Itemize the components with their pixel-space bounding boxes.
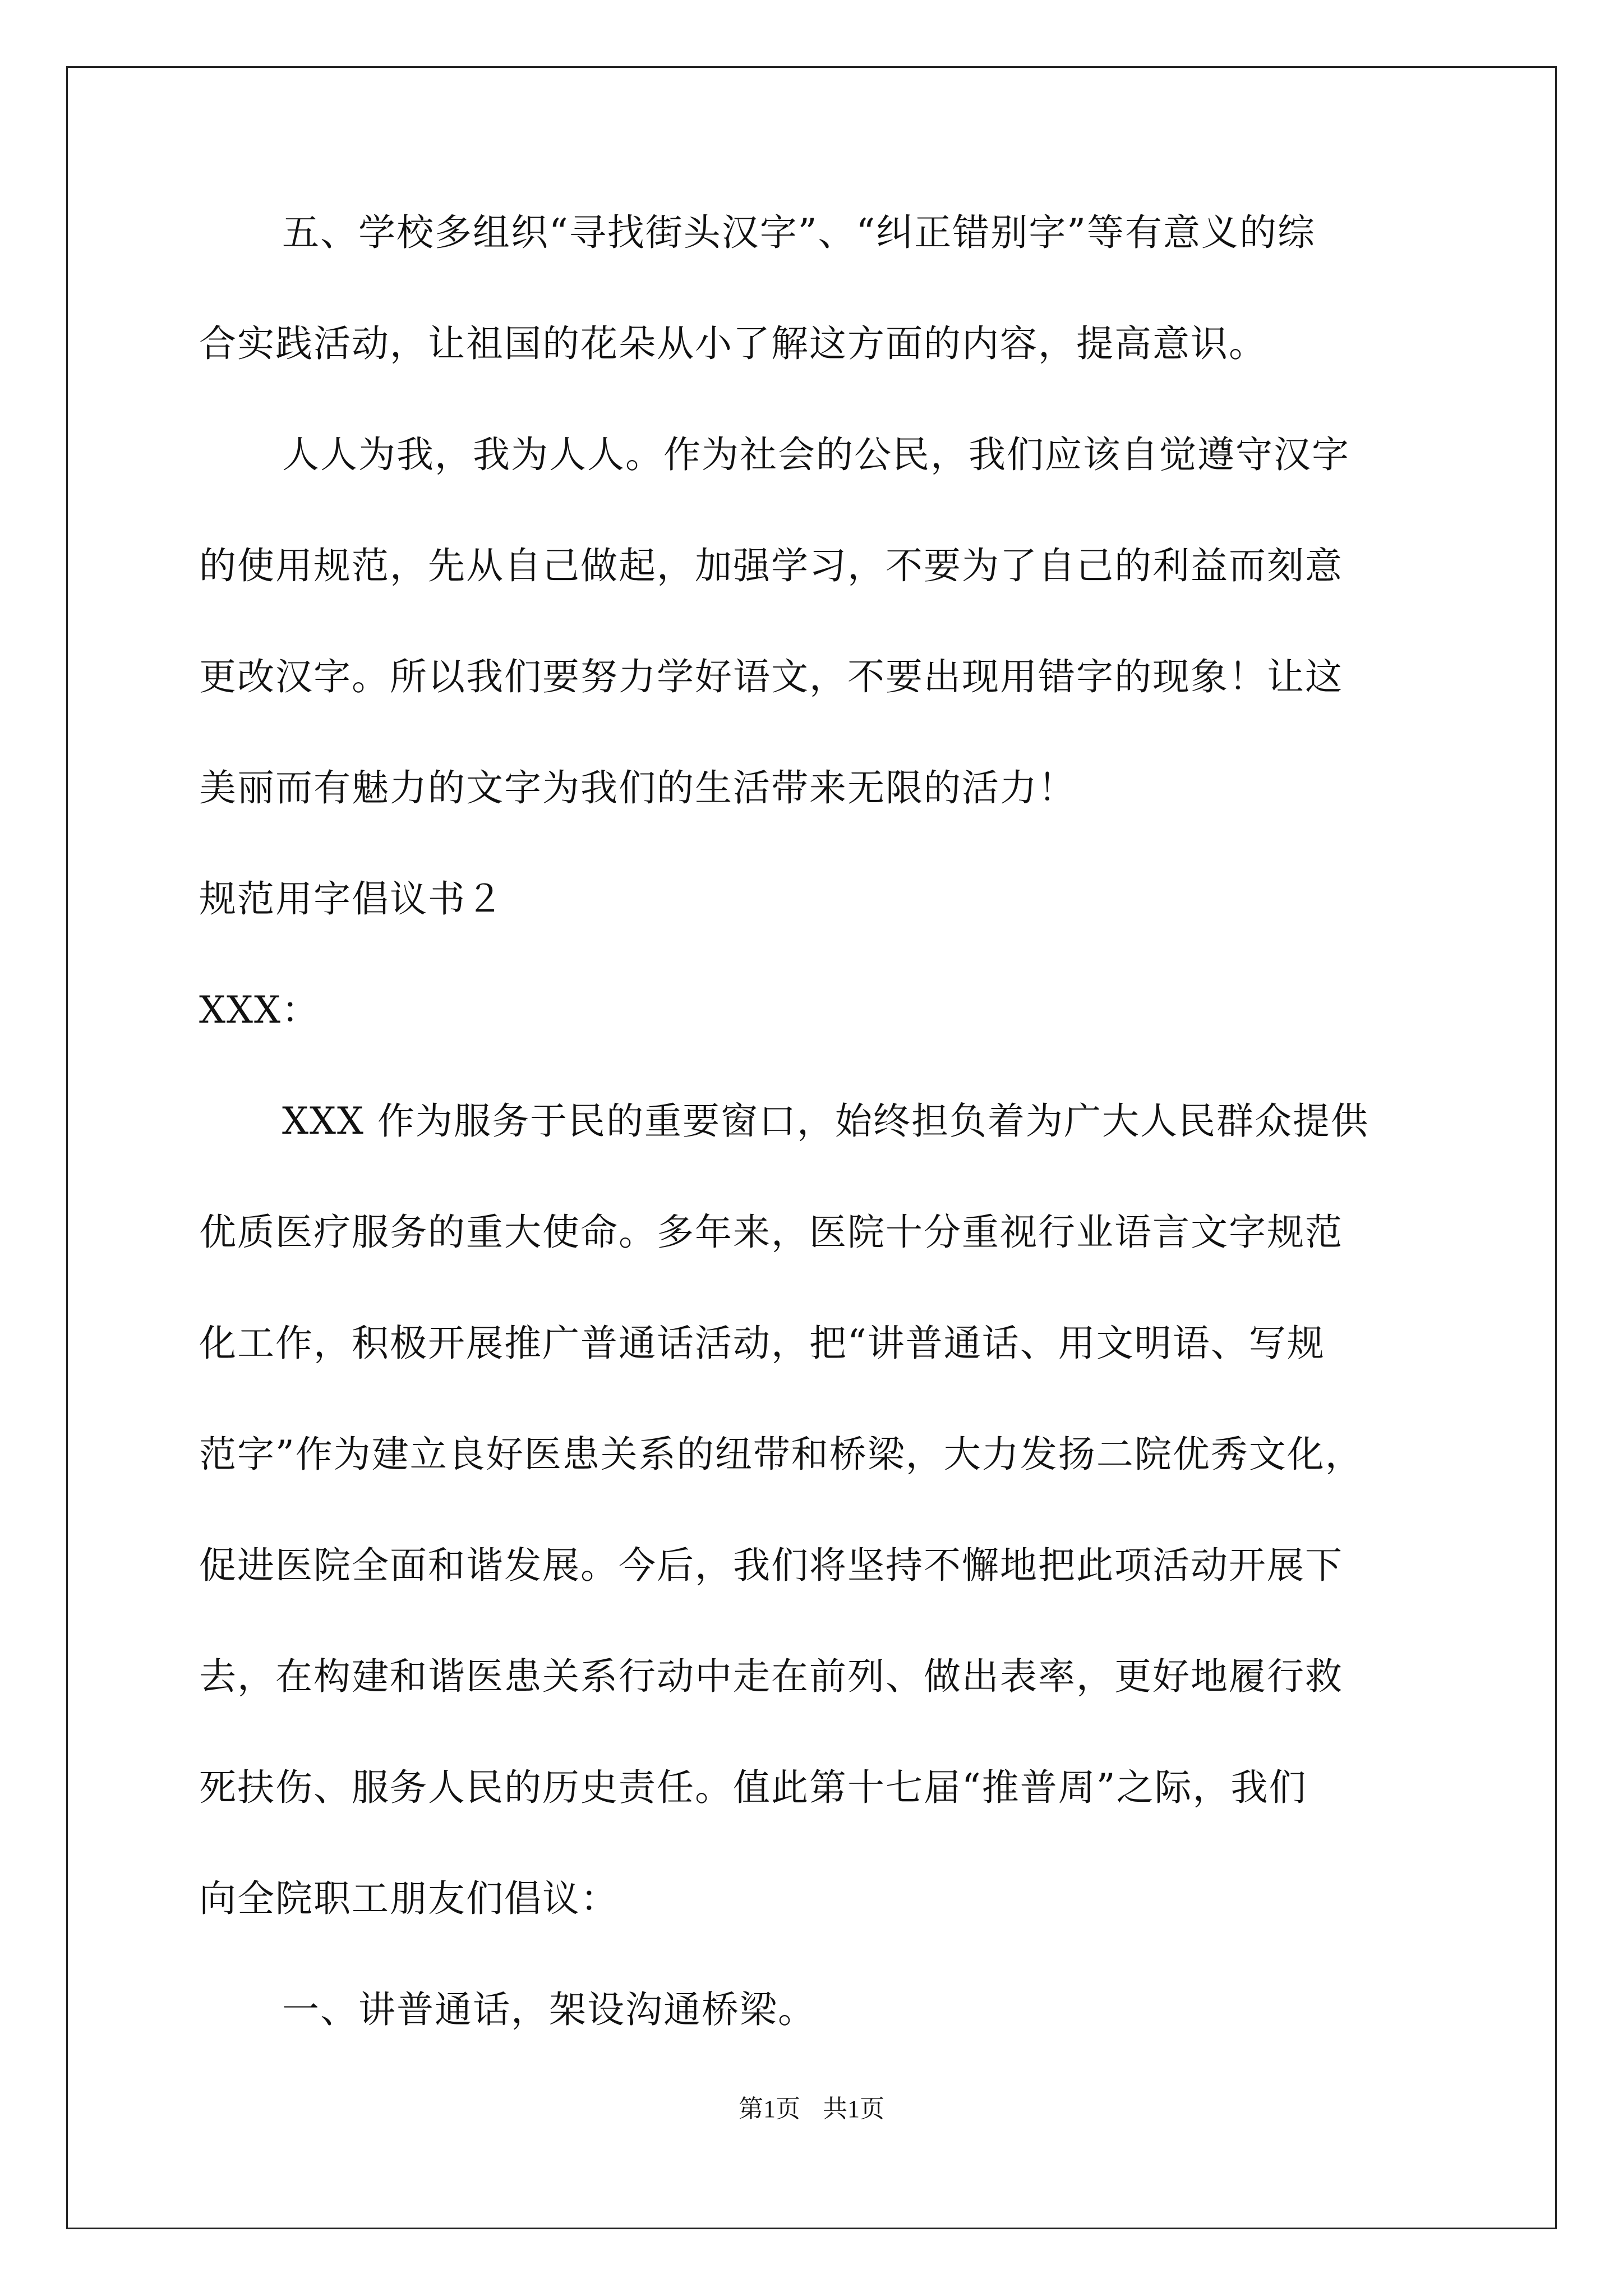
paragraph-line: 美丽而有魅力的文字为我们的生活带来无限的活力！ <box>199 766 1076 809</box>
page-number: 第1页 <box>739 2095 800 2123</box>
paragraph-line: 人人为我，我为人人。作为社会的公民，我们应该自觉遵守汉字 <box>282 433 1350 476</box>
salutation: XXX： <box>199 988 320 1032</box>
paragraph-line: 更改汉字。所以我们要努力学好语文，不要出现用错字的现象！让这 <box>199 655 1343 698</box>
page-total: 共1页 <box>823 2095 884 2123</box>
paragraph-line: 去，在构建和谐医患关系行动中走在前列、做出表率，更好地履行救 <box>199 1655 1343 1698</box>
paragraph-line: 死扶伤、服务人民的历史责任。值此第十七届“推普周”之际，我们 <box>199 1766 1307 1809</box>
page-footer <box>0 2092 1623 2126</box>
paragraph-line: 五、学校多组织“寻找街头汉字”、“纠正错别字”等有意义的综 <box>282 211 1316 254</box>
paragraph-line: 促进医院全面和谐发展。今后，我们将坚持不懈地把此项活动开展下 <box>199 1544 1343 1587</box>
paragraph-line: 向全院职工朋友们倡议： <box>199 1877 619 1920</box>
paragraph-line: 一、讲普通话，架设沟通桥梁。 <box>282 1988 816 2031</box>
paragraph-line: XXX 作为服务于民的重要窗口，始终担负着为广大人民群众提供 <box>282 1099 1369 1143</box>
paragraph-line: 范字”作为建立良好医患关系的纽带和桥梁，大力发扬二院优秀文化， <box>199 1433 1363 1476</box>
paragraph-line: 化工作，积极开展推广普通话活动，把“讲普通话、用文明语、写规 <box>199 1322 1325 1365</box>
paragraph-line: 的使用规范，先从自己做起，加强学习，不要为了自己的利益而刻意 <box>199 544 1343 587</box>
section-heading: 规范用字倡议书２ <box>199 877 504 921</box>
paragraph-line: 合实践活动，让祖国的花朵从小了解这方面的内容，提高意识。 <box>199 322 1267 365</box>
paragraph-line: 优质医疗服务的重大使命。多年来，医院十分重视行业语言文字规范 <box>199 1211 1343 1254</box>
